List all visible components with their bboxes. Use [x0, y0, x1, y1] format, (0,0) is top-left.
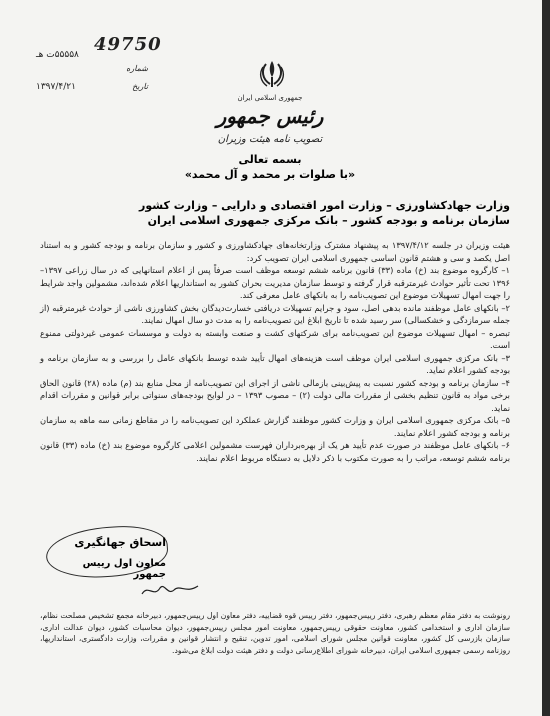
body-paragraph: تبصره – امهال تسهیلات موضوع این تصویب‌نامه برای شرکتهای کشت و صنعت وابسته به دولت و موسسات عمومی غیردولتی ممنوع است.	[40, 327, 510, 350]
office-title: رئیس جمهور	[216, 104, 324, 128]
recipient-line: سازمان برنامه و بودجه کشور – بانک مرکزی جمهوری اسلامی ایران	[147, 214, 510, 227]
number-value: ۵۵۵۵۸ت هـ	[36, 50, 79, 60]
date-line	[36, 82, 148, 96]
date-value: ۱۳۹۷/۴/۲۱	[36, 82, 76, 92]
recipients	[70, 198, 510, 228]
iran-emblem-icon	[256, 58, 288, 90]
signatory-title: معاون اول رییس جمهور	[82, 558, 166, 580]
body-paragraph: ۱– کارگروه موضوع بند (خ) ماده (۳۳) قانون برنامه ششم توسعه موظف است صرفاً پس از اعلام استانهایی که در سال زراعی ۱۳۹۷–۱۳۹۶ تحت تأثیر حوادث غیرمترقبه قرار گرفته و توسط سازمان مدیریت بحران کشور به استانداریها اعلام شده‌اند، مشمولین واجد شرایط را جهت امهال تسهیلات موضوع این تصویب‌نامه را به بانکهای عامل معرفی کند.	[40, 265, 510, 300]
decree-body	[40, 239, 510, 464]
salavat-line: «با صلوات بر محمد و آل محمد»	[184, 168, 356, 181]
number-label: شماره	[126, 64, 148, 73]
decree-subtitle: تصویب نامه هیئت وزیران	[217, 134, 323, 145]
body-paragraph: ۴– سازمان برنامه و بودجه کشور نسبت به پیش‌بینی بازمالی ناشی از اجرای این تصویب‌نامه از محل منابع بند (م) ماده (۲۸) قانون الحاق برخی مواد به قانون تنظیم بخشی از مقررات مالی دولت (۲) – مصوب ۱۳۹۳ – در لوایح بودجه‌های سنواتی برابر قوانین و مقررات اقدام نماید.	[40, 377, 510, 413]
recipient-line: وزارت جهادکشاورزی – وزارت امور اقتصادی و دارایی – وزارت کشور	[139, 199, 510, 212]
date-label: تاریخ	[132, 82, 148, 91]
country-name: جمهوری اسلامی ایران	[237, 94, 303, 102]
body-paragraph: ۳– بانک مرکزی جمهوری اسلامی ایران موظف است هزینه‌های امهال تأیید شده توسط بانکهای عامل را بررسی و به سازمان برنامه و بودجه کشور اعلام نماید.	[40, 352, 510, 375]
body-paragraph: هیئت وزیران در جلسه ۱۳۹۷/۴/۱۲ به پیشنهاد مشترک وزارتخانه‌های جهادکشاورزی و کشور و سازمان برنامه و بودجه کشور و به استناد اصل یکصد و سی و هشتم قانون اساسی جمهوری اسلامی ایران تصویب کرد:	[40, 240, 510, 263]
scan-edge	[542, 0, 550, 716]
body-paragraph: ۵– بانک مرکزی جمهوری اسلامی ایران و وزارت کشور موظفند گزارش عملکرد این تصویب‌نامه را در مقاطع زمانی سه ماهه به سازمان برنامه و بودجه کشور اعلام نمایند.	[40, 415, 510, 438]
body-paragraph: ۲– بانکهای عامل موظفند مانده بدهی اصل، سود و جرایم تسهیلات دریافتی خسارت‌دیدگان بخش کشاورزی ناشی از حوادث غیرمترقبه (از جمله سرمازدگی و خشکسالی) سر رسید شده تا تاریخ ابلاغ این تصویب‌نامه را به مدت دو سال امهال نمایند.	[40, 302, 510, 325]
number-line	[36, 50, 148, 73]
carbon-copy-list: رونوشت به دفتر مقام معظم رهبری، دفتر رییس‌جمهور، دفتر رییس قوه قضاییه، دفتر معاون اول رییس‌جمهور، دبیرخانه مجمع تشخیص مصلحت نظام، سازمان اداری و استخدامی کشور، معاونت حقوقی رییس‌جمهور، معاونت امور مجلس رییس‌جمهور، دیوان محاسبات کشور، دیوان عدالت اداری، سازمان بازرسی کل کشور، معاونت قوانین مجلس شورای اسلامی، امور تدوین، تنقیح و انتشار قوانین و مقررات، وزارت دادگستری، استانداریها، روزنامه رسمی جمهوری اسلامی ایران، دبیرخانه شورای اطلاع‌رسانی دولت و دفتر هیئت دولت ابلاغ می‌شود.	[40, 611, 510, 655]
body-paragraph: ۶– بانکهای عامل موظفند در صورت عدم تأیید هر یک از بهره‌برداران فهرست مشمولین اعلامی کارگروه موضوع بند (خ) ماده (۳۳) قانون برنامه ششم توسعه، مراتب را به صورت مکتوب با ذکر دلایل به دستگاه مربوط اعلام نمایند.	[40, 440, 510, 463]
bismillah: بسمه تعالی	[238, 153, 302, 166]
handwritten-number: 49750	[94, 34, 162, 55]
signatory-name: اسحاق جهانگیری	[74, 536, 166, 549]
signature-block	[56, 536, 166, 580]
handwritten-signature	[140, 578, 200, 600]
